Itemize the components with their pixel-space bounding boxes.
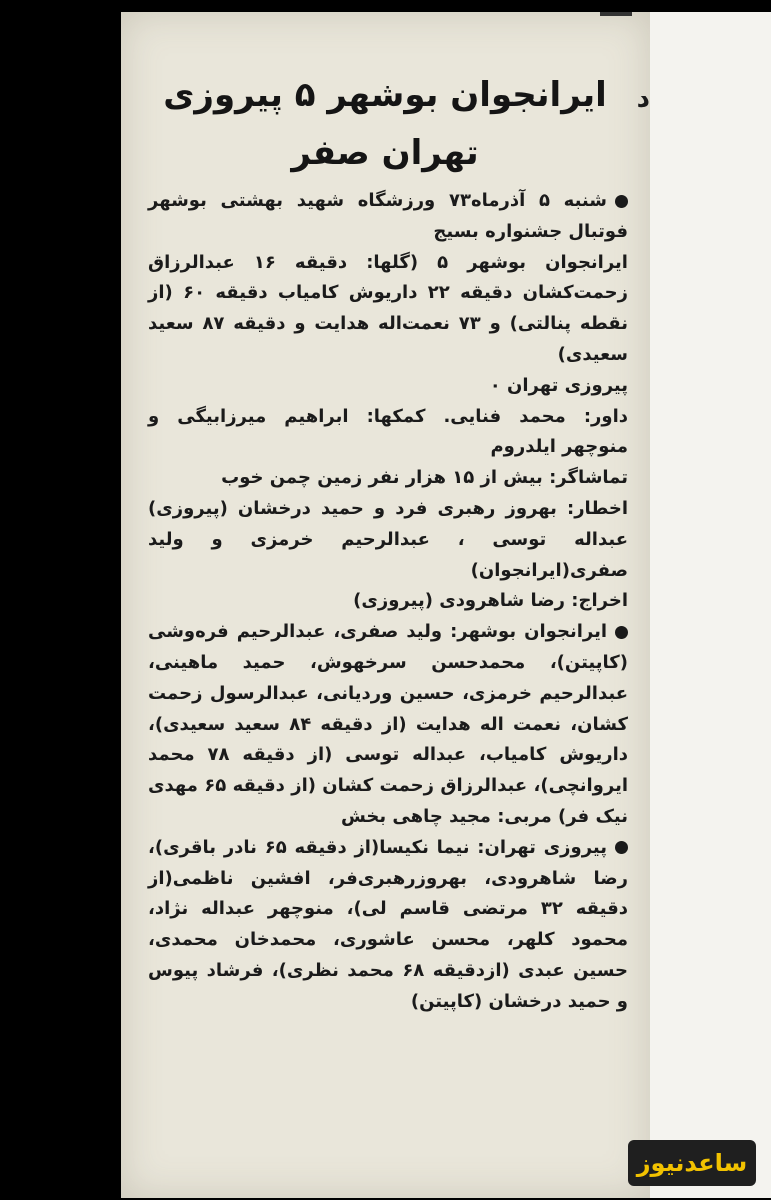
bullet-icon [615,841,628,854]
headline-line-1: ایرانجوان بوشهر ۵ پیروزی [163,75,607,115]
bullet-icon [615,626,628,639]
site-logo-watermark [628,1140,756,1186]
headline-line-2: تهران صفر [291,133,479,173]
away-lineup-paragraph: پیروزی تهران: نیما نکیسا(از دقیقه ۶۵ نادر باقری)، رضا شاهرودی، بهروزرهبری‌فر، افشین ناظمی(از دقیقه ۳۲ مرتضی قاسم لی)، منوچهر عبداله نژاد، محمود کلهر، محسن عاشوری، محمدخان محمدی، حسین عبدی (ازدقیقه ۶۸ محمد نظری)، فرشاد پیوس و حمید درخشان (کاپیتن) [148,836,628,1012]
adjacent-headline-fragment: د [636,84,650,114]
article-body [148,186,628,1018]
result-home-paragraph: ایرانجوان بوشهر ۵ (گلها: دقیقه ۱۶ عبدالرزاق زحمت‌کشان دقیقه ۲۲ داریوش کامیاب دقیقه ۶۰ (از نقطه پنالتی) و ۷۳ نعمت‌اله هدایت و دقیقه ۸۷ سعید سعیدی) [148,251,629,365]
watermark-text: ساعدنیوز [636,1149,748,1177]
home-lineup-paragraph: ایرانجوان بوشهر: ولید صفری، عبدالرحیم فره‌وشی (کاپیتن)، محمدحسن سرخهوش، حمید ماهینی، عبدالرحیم خرمزی، حسین وردیانی، عبدالرسول زحمت کشان، نعمت اله هدایت (از دقیقه ۸۴ سعید سعیدی)، داریوش کامیاب، عبداله توسی (از دقیقه ۷۸ محمد ایروانچی)، عبدالرزاق زحمت کشان (از دقیقه ۶۵ مهدی نیک فر) مربی: مجید چاهی بخش [148,621,629,827]
page-margin [650,12,771,1198]
match-info-paragraph: شنبه ۵ آذرماه۷۳ ورزشگاه شهید بهشتی بوشهر فوتبال جشنواره بسیج [148,190,628,242]
spectators-paragraph: تماشاگر: بیش از ۱۵ هزار نفر زمین چمن خوب [221,467,628,489]
sendoff-paragraph: اخراج: رضا شاهرودی (پیروزی) [353,590,628,612]
referee-paragraph: داور: محمد فنایی. کمکها: ابراهیم میرزابیگی و منوچهر ایلدروم [148,405,628,458]
headline [140,66,630,182]
cautions-paragraph: اخطار: بهروز رهبری فرد و حمید درخشان (پیروزی) عبداله توسی ، عبدالرحیم خرمزی و ولید صفری(ایرانجوان) [148,497,628,581]
column-rule [600,12,632,16]
result-away-paragraph: پیروزی تهران ۰ [489,374,628,396]
bullet-icon [615,195,628,208]
